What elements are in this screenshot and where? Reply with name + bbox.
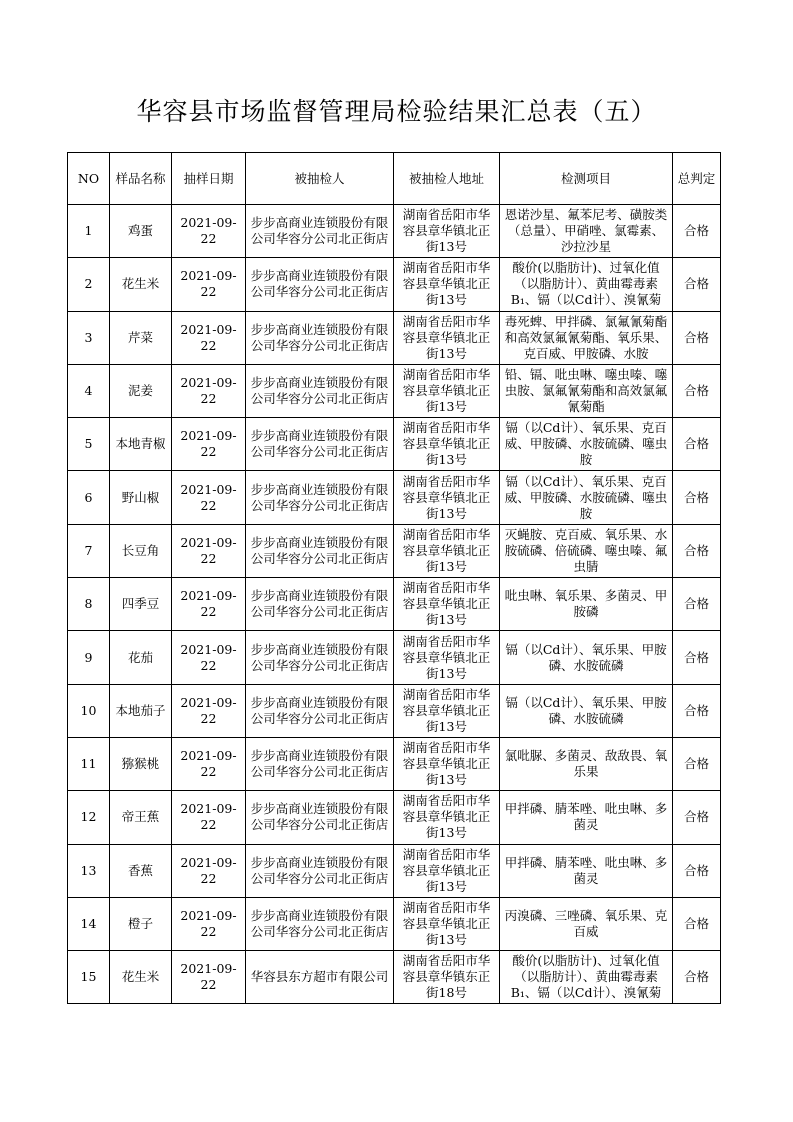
cell-address: 湖南省岳阳市华容县章华镇北正街13号 (394, 897, 500, 950)
test-items-text: 灭蝇胺、克百威、氧乐果、水胺硫磷、倍硫磷、噻虫嗪、氟虫腈 (504, 526, 668, 574)
table-row (68, 844, 721, 897)
cell-sampling-date: 2021-09-22 (172, 631, 246, 684)
cell-sample-name: 花生米 (110, 951, 172, 1004)
cell-sampling-date: 2021-09-22 (172, 578, 246, 631)
cell-inspected-party: 步步高商业连锁股份有限公司华容分公司北正街店 (246, 791, 394, 844)
cell-verdict: 合格 (673, 311, 721, 364)
cell-inspected-party: 步步高商业连锁股份有限公司华容分公司北正街店 (246, 471, 394, 524)
table-row (68, 418, 721, 471)
header-sampling-date: 抽样日期 (172, 153, 246, 205)
cell-inspected-party: 步步高商业连锁股份有限公司华容分公司北正街店 (246, 418, 394, 471)
cell-sample-name: 帝王蕉 (110, 791, 172, 844)
cell-test-items (500, 578, 673, 631)
test-items-text: 恩诺沙星、氟苯尼考、磺胺类（总量）、甲硝唑、氯霉素、沙拉沙星 (504, 207, 668, 255)
cell-address: 湖南省岳阳市华容县章华镇北正街13号 (394, 791, 500, 844)
cell-verdict: 合格 (673, 791, 721, 844)
table-row (68, 258, 721, 311)
cell-verdict: 合格 (673, 897, 721, 950)
cell-verdict: 合格 (673, 418, 721, 471)
test-items-text: 吡虫啉、氧乐果、多菌灵、甲胺磷 (504, 588, 668, 620)
cell-sample-name: 本地茄子 (110, 684, 172, 737)
table-row (68, 578, 721, 631)
cell-sample-name: 泥姜 (110, 364, 172, 417)
cell-no: 6 (68, 471, 110, 524)
cell-test-items (500, 791, 673, 844)
cell-verdict: 合格 (673, 258, 721, 311)
cell-sample-name: 香蕉 (110, 844, 172, 897)
cell-inspected-party: 步步高商业连锁股份有限公司华容分公司北正街店 (246, 578, 394, 631)
test-items-text: 甲拌磷、腈苯唑、吡虫啉、多菌灵 (504, 854, 668, 886)
cell-no: 10 (68, 684, 110, 737)
results-table (67, 152, 721, 1004)
test-items-text: 铅、镉、吡虫啉、噻虫嗪、噻虫胺、氯氟氰菊酯和高效氯氟氰菊酯 (504, 367, 668, 415)
cell-sample-name: 鸡蛋 (110, 205, 172, 258)
cell-sample-name: 猕猴桃 (110, 737, 172, 790)
cell-verdict: 合格 (673, 951, 721, 1004)
cell-inspected-party: 步步高商业连锁股份有限公司华容分公司北正街店 (246, 631, 394, 684)
cell-verdict: 合格 (673, 684, 721, 737)
cell-address: 湖南省岳阳市华容县章华镇北正街13号 (394, 524, 500, 577)
cell-inspected-party: 步步高商业连锁股份有限公司华容分公司北正街店 (246, 258, 394, 311)
cell-address: 湖南省岳阳市华容县章华镇北正街13号 (394, 418, 500, 471)
cell-verdict: 合格 (673, 737, 721, 790)
cell-sampling-date: 2021-09-22 (172, 897, 246, 950)
cell-verdict: 合格 (673, 844, 721, 897)
test-items-text: 镉（以Cd计）、氧乐果、甲胺磷、水胺硫磷 (505, 694, 667, 726)
test-items-text: 镉（以Cd计）、氧乐果、甲胺磷、水胺硫磷 (505, 641, 667, 673)
cell-sample-name: 芹菜 (110, 311, 172, 364)
cell-sampling-date: 2021-09-22 (172, 364, 246, 417)
cell-inspected-party: 步步高商业连锁股份有限公司华容分公司北正街店 (246, 524, 394, 577)
cell-no: 8 (68, 578, 110, 631)
cell-test-items (500, 471, 673, 524)
test-items-text: 酸价(以脂肪计)、过氧化值（以脂肪计）、黄曲霉毒素B₁、镉（以Cd计）、溴氰菊 (510, 953, 662, 1001)
cell-verdict: 合格 (673, 524, 721, 577)
cell-sample-name: 野山椒 (110, 471, 172, 524)
test-items-text: 镉（以Cd计）、氧乐果、克百威、甲胺磷、水胺硫磷、噻虫胺 (504, 473, 668, 521)
table-row (68, 897, 721, 950)
test-items-text: 丙溴磷、三唑磷、氧乐果、克百威 (504, 908, 668, 939)
cell-sampling-date: 2021-09-22 (172, 791, 246, 844)
cell-address: 湖南省岳阳市华容县章华镇北正街13号 (394, 737, 500, 790)
table-row (68, 951, 721, 1004)
cell-sample-name: 四季豆 (110, 578, 172, 631)
header-address: 被抽检人地址 (394, 153, 500, 205)
cell-sample-name: 花生米 (110, 258, 172, 311)
header-sample-name: 样品名称 (110, 153, 172, 205)
cell-test-items (500, 951, 673, 1004)
table-row (68, 471, 721, 524)
cell-inspected-party: 步步高商业连锁股份有限公司华容分公司北正街店 (246, 737, 394, 790)
cell-no: 11 (68, 737, 110, 790)
cell-no: 15 (68, 951, 110, 1004)
header-no: NO (68, 153, 110, 205)
header-test-items: 检测项目 (500, 153, 673, 205)
cell-test-items (500, 844, 673, 897)
cell-test-items (500, 897, 673, 950)
cell-inspected-party: 步步高商业连锁股份有限公司华容分公司北正街店 (246, 364, 394, 417)
cell-sampling-date: 2021-09-22 (172, 737, 246, 790)
cell-no: 13 (68, 844, 110, 897)
cell-inspected-party: 步步高商业连锁股份有限公司华容分公司北正街店 (246, 897, 394, 950)
header-verdict: 总判定 (673, 153, 721, 205)
cell-inspected-party: 步步高商业连锁股份有限公司华容分公司北正街店 (246, 684, 394, 737)
cell-verdict: 合格 (673, 631, 721, 684)
table-row (68, 737, 721, 790)
cell-address: 湖南省岳阳市华容县章华镇北正街13号 (394, 844, 500, 897)
cell-address: 湖南省岳阳市华容县章华镇东正街18号 (394, 951, 500, 1004)
cell-sampling-date: 2021-09-22 (172, 258, 246, 311)
table-row (68, 205, 721, 258)
cell-test-items (500, 205, 673, 258)
cell-sampling-date: 2021-09-22 (172, 311, 246, 364)
cell-no: 2 (68, 258, 110, 311)
table-row (68, 684, 721, 737)
cell-address: 湖南省岳阳市华容县章华镇北正街13号 (394, 311, 500, 364)
cell-verdict: 合格 (673, 578, 721, 631)
table-row (68, 364, 721, 417)
cell-test-items (500, 631, 673, 684)
cell-no: 7 (68, 524, 110, 577)
table-row (68, 791, 721, 844)
test-items-text: 毒死蜱、甲拌磷、氯氟氰菊酯和高效氯氟氰菊酯、氧乐果、克百威、甲胺磷、水胺 (504, 313, 668, 361)
cell-address: 湖南省岳阳市华容县章华镇北正街13号 (394, 631, 500, 684)
cell-test-items (500, 524, 673, 577)
cell-verdict: 合格 (673, 205, 721, 258)
cell-test-items (500, 418, 673, 471)
cell-no: 1 (68, 205, 110, 258)
cell-inspected-party: 步步高商业连锁股份有限公司华容分公司北正街店 (246, 205, 394, 258)
page-title: 华容县市场监督管理局检验结果汇总表（五） (136, 97, 657, 126)
cell-no: 14 (68, 897, 110, 950)
header-inspected-party: 被抽检人 (246, 153, 394, 205)
cell-no: 12 (68, 791, 110, 844)
cell-address: 湖南省岳阳市华容县章华镇北正街13号 (394, 258, 500, 311)
cell-inspected-party: 步步高商业连锁股份有限公司华容分公司北正街店 (246, 844, 394, 897)
table-row (68, 524, 721, 577)
test-items-text: 氯吡脲、多菌灵、敌敌畏、氧乐果 (504, 748, 668, 780)
cell-test-items (500, 684, 673, 737)
cell-sampling-date: 2021-09-22 (172, 205, 246, 258)
table-row (68, 311, 721, 364)
table-row (68, 631, 721, 684)
cell-test-items (500, 311, 673, 364)
cell-address: 湖南省岳阳市华容县章华镇北正街13号 (394, 684, 500, 737)
cell-no: 4 (68, 364, 110, 417)
cell-verdict: 合格 (673, 471, 721, 524)
cell-sampling-date: 2021-09-22 (172, 844, 246, 897)
cell-sampling-date: 2021-09-22 (172, 524, 246, 577)
cell-verdict: 合格 (673, 364, 721, 417)
cell-address: 湖南省岳阳市华容县章华镇北正街13号 (394, 471, 500, 524)
cell-sampling-date: 2021-09-22 (172, 418, 246, 471)
cell-test-items (500, 258, 673, 311)
cell-test-items (500, 364, 673, 417)
cell-sample-name: 橙子 (110, 897, 172, 950)
cell-sample-name: 长豆角 (110, 524, 172, 577)
table-header-row (68, 153, 721, 205)
cell-sampling-date: 2021-09-22 (172, 951, 246, 1004)
cell-sample-name: 花茄 (110, 631, 172, 684)
cell-sampling-date: 2021-09-22 (172, 684, 246, 737)
cell-no: 5 (68, 418, 110, 471)
cell-no: 3 (68, 311, 110, 364)
cell-inspected-party: 华容县东方超市有限公司 (246, 951, 394, 1004)
cell-address: 湖南省岳阳市华容县章华镇北正街13号 (394, 205, 500, 258)
cell-no: 9 (68, 631, 110, 684)
cell-inspected-party: 步步高商业连锁股份有限公司华容分公司北正街店 (246, 311, 394, 364)
cell-sample-name: 本地青椒 (110, 418, 172, 471)
test-items-text: 酸价(以脂肪计)、过氧化值（以脂肪计）、黄曲霉毒素B₁、镉（以Cd计）、溴氰菊 (510, 260, 662, 308)
cell-address: 湖南省岳阳市华容县章华镇北正街13号 (394, 578, 500, 631)
test-items-text: 甲拌磷、腈苯唑、吡虫啉、多菌灵 (504, 801, 668, 833)
test-items-text: 镉（以Cd计）、氧乐果、克百威、甲胺磷、水胺硫磷、噻虫胺 (504, 420, 668, 468)
cell-test-items (500, 737, 673, 790)
cell-sampling-date: 2021-09-22 (172, 471, 246, 524)
cell-address: 湖南省岳阳市华容县章华镇北正街13号 (394, 364, 500, 417)
